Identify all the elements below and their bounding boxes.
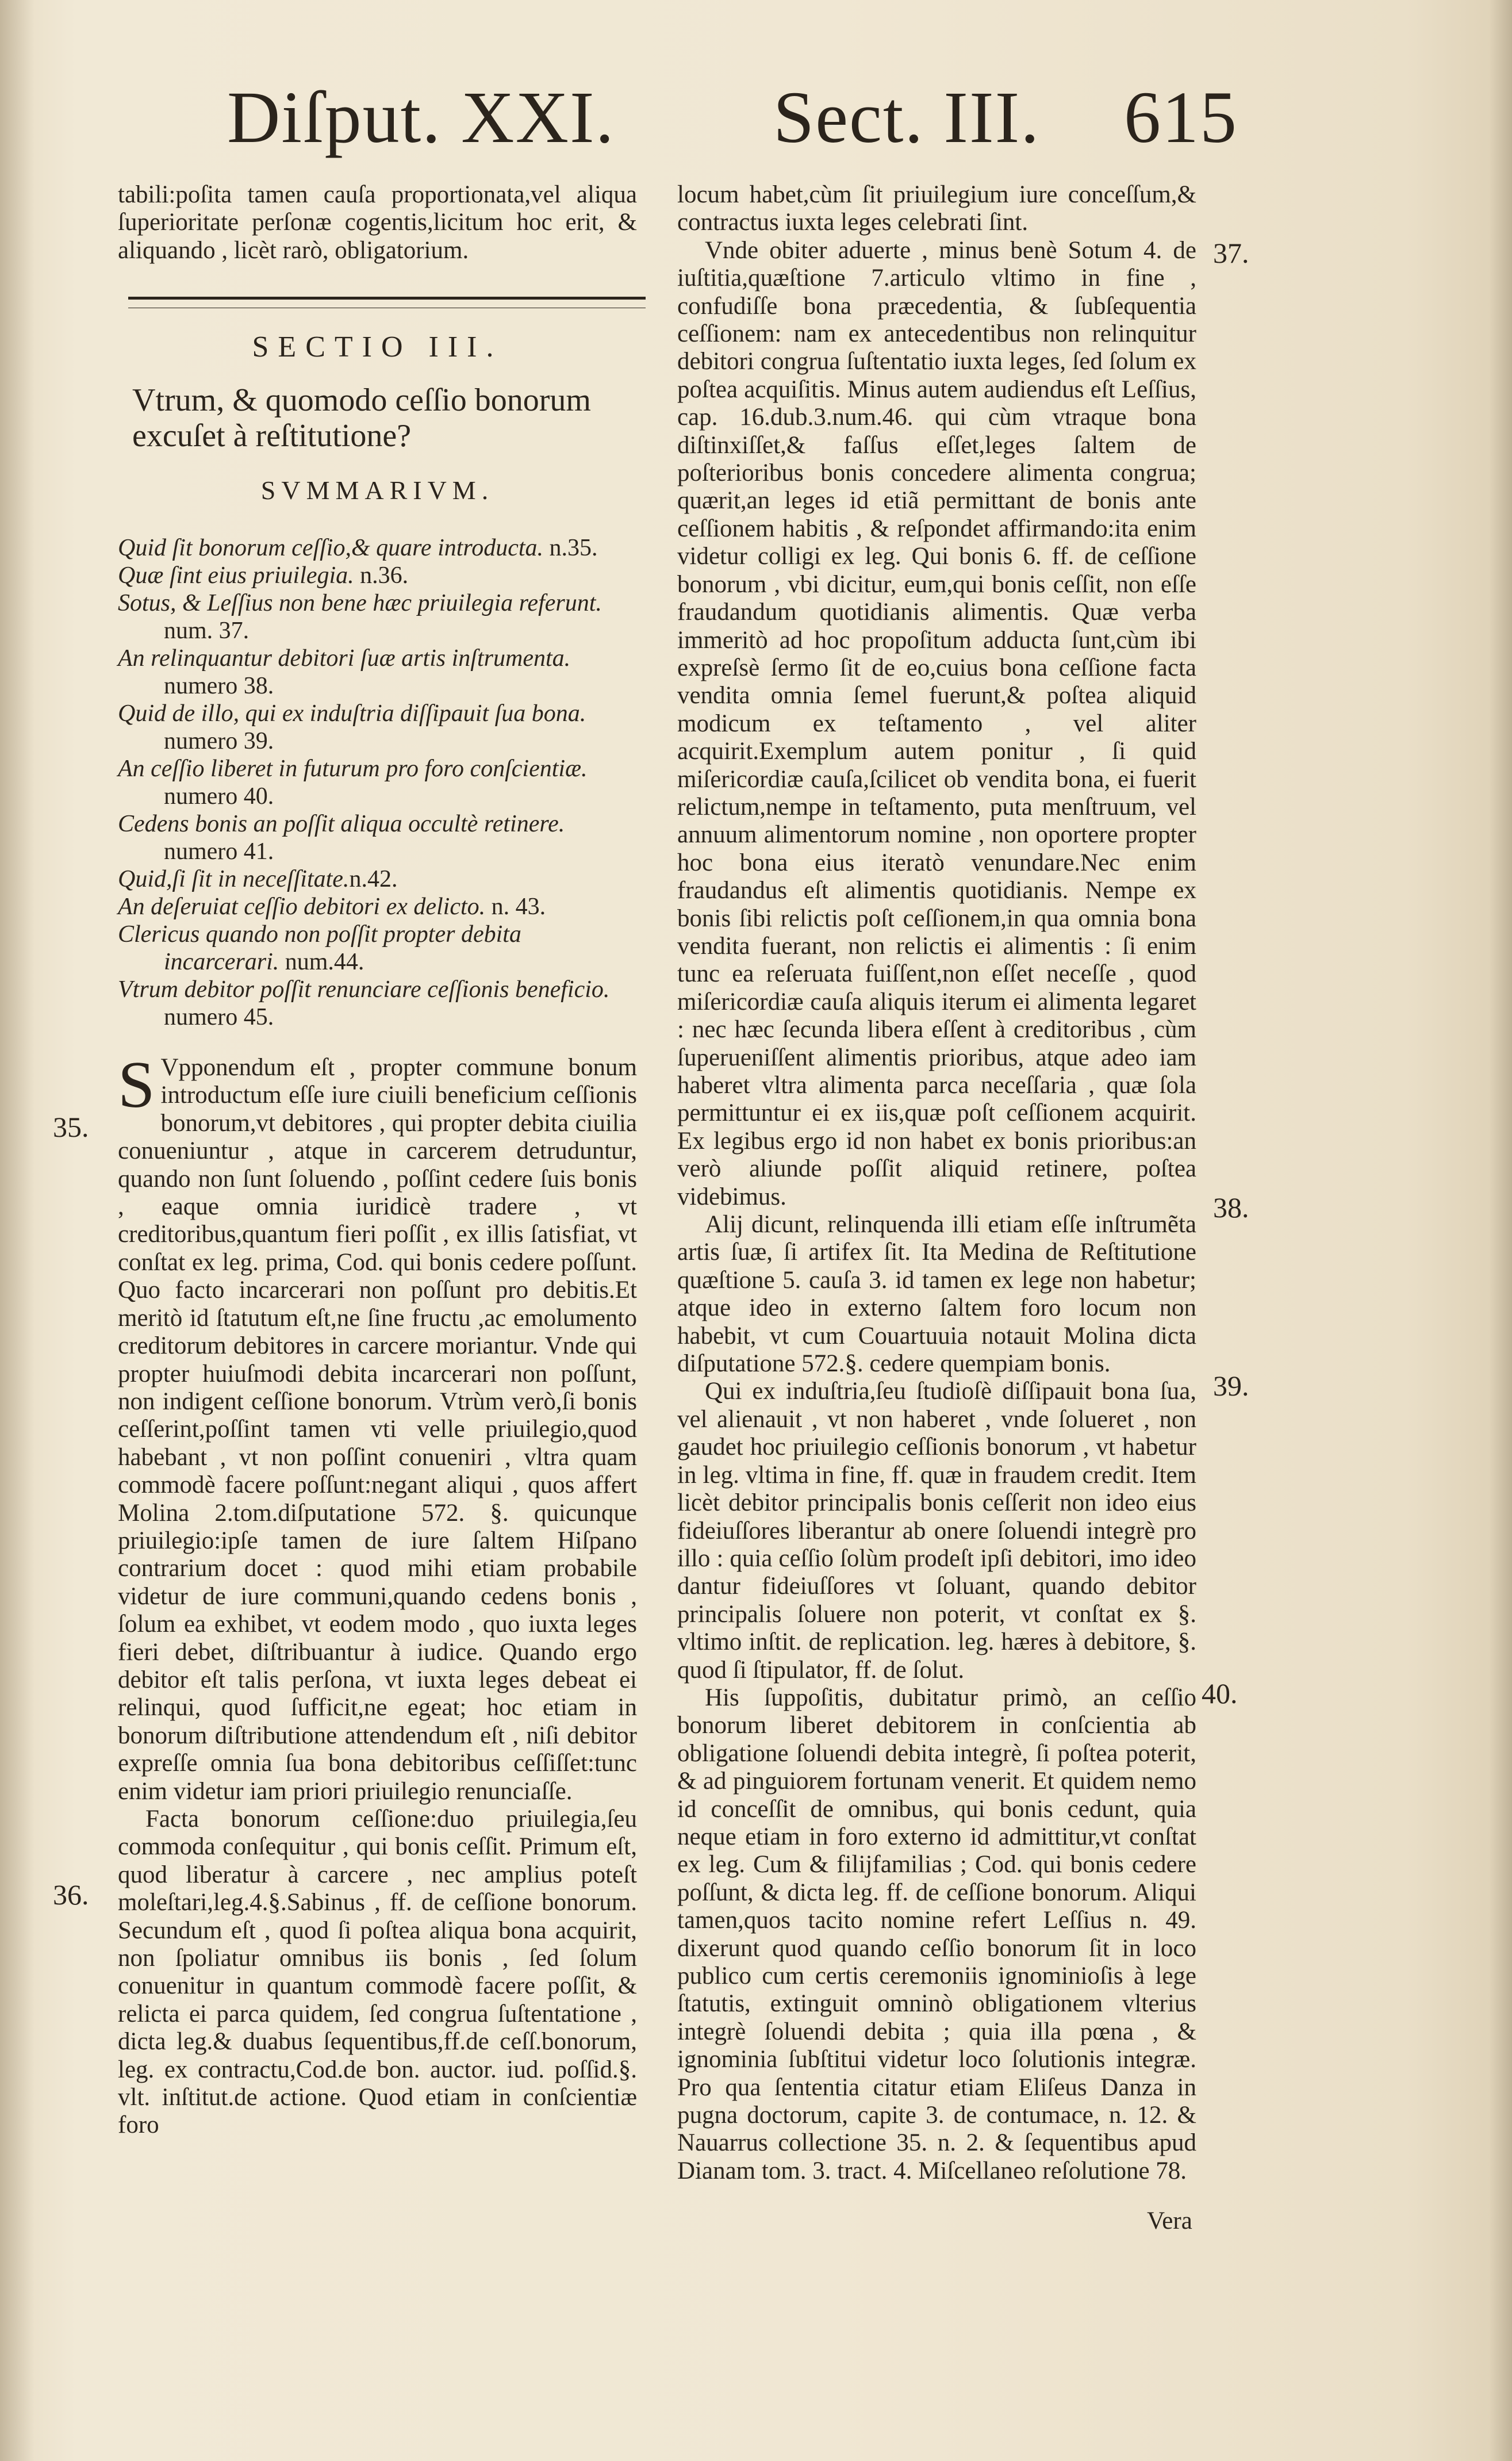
section-rule bbox=[128, 297, 646, 308]
opening-text: tabili:poſita tamen cauſa proportionata,vel aliqua ſuperioritate perſonæ cogentis,licitum hoc erit, & aliquando , licèt rarò, obligatorium. bbox=[118, 181, 637, 264]
paragraph-39: Qui ex induſtria,ſeu ſtudioſè diſſipauit bona ſua, vel alienauit , vt non haberet , vnde ſolueret , non gaudet hoc priuilegio ceſſionis bonorum , vt habetur in leg. vltima in fine, ff. quæ in fraudem credit. Item licèt debitor principalis bonis ceſſerit non ideo eius fideiuſſores liberantur ab onere ſoluendi integrè pro illo : quia ceſſio ſolùm prodeſt ipſi debitori, imo ideo dantur fideiuſſores vt ſoluant, quando debitor principalis ſoluere non poterit, vt conſtat ex §. vltimo inſtit. de replication. leg. hæres à debitore, §. quod ſi ſtipulator, ff. de ſolut. bbox=[677, 1378, 1196, 1684]
summary-item: Quæ ſint eius priuilegia. n.36. bbox=[118, 562, 409, 589]
paragraph-36: Facta bonorum ceſſione:duo priuilegia,ſeu commoda conſequitur , qui bonis ceſſit. Primum eſt, quod liberatur à carcere , nec amplius poteſt moleſtari,leg.4.§.Sabinus , ff. de ceſſione bonorum. Secundum eſt , quod ſi poſtea aliqua bona acquirit, non ſpoliatur omnibus iis bonis , ſed ſolum conuenitur in quantum commodè facere poſſit, & relicta ei parca quidem, ſed congrua ſuſtentatione , dicta leg.& duabus ſequentibus,ff.de ceſſ.bonorum, leg. ex contractu,Cod.de bon. auctor. iud. poſſid.§. vlt. inſtitut.de actione. Quod etiam in conſcientiæ foro bbox=[118, 1805, 637, 2139]
right-paragraph: locum habet,cùm ſit priuilegium iure conceſſum,& contractus iuxta leges celebrati ſint. bbox=[677, 181, 1196, 236]
summary-heading: SVMMARIVM. bbox=[260, 475, 494, 505]
question-title: Vtrum, & quomodo ceſſio bonorum excuſet à reſtitutione? bbox=[132, 382, 591, 454]
summary-item: Quid ſit bonorum ceſſio,& quare introducta. n.35. bbox=[118, 535, 598, 562]
page-edge bbox=[1489, 0, 1512, 2461]
summary-item: Cedens bonis an poſſit aliqua occultè retinere. numero 41. bbox=[118, 811, 565, 865]
running-header-section: Sect. III. bbox=[773, 76, 1041, 158]
left-column bbox=[118, 181, 637, 2140]
summary-item: An deſeruiat ceſſio debitori ex delicto. n. 43. bbox=[118, 894, 546, 921]
summary-item: Clericus quando non poſſit propter debita incarcerari. num.44. bbox=[118, 921, 521, 976]
margin-number-39: 39. bbox=[1213, 1370, 1249, 1402]
margin-number-35: 35. bbox=[53, 1111, 89, 1143]
catchword: Vera bbox=[1147, 2207, 1192, 2234]
paragraph-37: Vnde obiter aduerte , minus benè Sotum 4. de iuſtitia,quæſtione 7.articulo vltimo in fine , confudiſſe bona præcedentia, & ſubſequentia ceſſionem: nam ex antecedentibus non relinquitur debitori congrua ſuſtentatio iuxta leges, ſed ſolum ex poſtea acquiſitis. Minus autem audiendus eſt Leſſius, cap. 16.dub.3.num.46. qui cùm vtraque bona diſtinxiſſet,& faſſus eſſet,leges ſaltem de poſterioribus bonis concedere alimenta congrua; quærit,an leges id etiã permittant de bonis ante ceſſionem habitis , & reſpondet affirmando:ita enim videtur colligi ex leg. Qui bonis 6. ff. de ceſſione bonorum , vbi dicitur, eum,qui bonis ceſſit, non eſſe fraudandum quotidianis alimentis. Quæ verba immeritò ad hoc propoſitum adducta ſunt,cùm ibi expreſsè ſermo ſit de eo,cuius bona ceſſione facta vendita omnia ſemel fuerunt,& poſtea aliquid modicum ex teſtamento , vel aliter acquirit.Exemplum autem ponitur , ſi quid miſericordiæ cauſa,ſcilicet ob vendita bona, ei fuerit relictum,nempe in teſtamento, puta menſtruum, vel annuum alimentorum nomine , non oportere propter hoc bona eius iteratò venundare.Nec enim fraudandus eſt alimentis quotidianis. Nempe ex bonis ſibi relictis poſt ceſſionem,in qua omnia bona vendita fuerant, non relictis ei alimentis : ſi enim tunc ea reſeruata fuiſſent,non eſſet neceſſe , quod miſericordiæ cauſa aliquis iterum ei alimenta legaret : nec hæc ſecunda libera eſſent à creditoribus , cùm ſuperueniſſent alimentis prioribus, atque adeo iam haberet vltra alimenta parca neceſſaria , quæ ſola permittuntur ei ex iis,quæ poſt ceſſionem acquirit. Ex legibus ergo id non habet ex bonis prioribus:an verò aliunde poſſit aliquid retinere, poſtea videbimus. bbox=[677, 236, 1196, 1210]
summary-list bbox=[118, 534, 637, 1031]
margin-number-38: 38. bbox=[1213, 1191, 1249, 1224]
section-heading: SECTIO III. bbox=[252, 331, 503, 364]
summary-item: Sotus, & Leſſius non bene hæc priuilegia referunt. num. 37. bbox=[118, 590, 602, 645]
summary-item: Quid,ſi ſit in neceſſitate.n.42. bbox=[118, 866, 398, 893]
margin-number-37: 37. bbox=[1213, 237, 1249, 269]
summary-item: Vtrum debitor poſſit renunciare ceſſionis beneficio. numero 45. bbox=[118, 976, 610, 1031]
drop-cap: S bbox=[118, 1048, 155, 1122]
running-header-disputation: Diſput. XXI. bbox=[227, 76, 615, 158]
page-number: 615 bbox=[1124, 76, 1238, 158]
right-column bbox=[677, 181, 1196, 2185]
summary-item: Quid de illo, qui ex induſtria diſſipauit ſua bona. numero 39. bbox=[118, 700, 586, 755]
summary-item: An relinquantur debitori ſuæ artis inſtrumenta. numero 38. bbox=[118, 645, 571, 700]
paragraph-38: Alij dicunt, relinquenda illi etiam eſſe inſtrumẽta artis ſuæ, ſi artifex ſit. Ita Medina de Reſtitutione quæſtione 5. cauſa 3. id tamen ex lege non habetur; atque ideo in externo ſaltem foro locum non habebit, vt cum Couartuuia notauit Molina dicta diſputatione 572.§. cedere quempiam bonis. bbox=[677, 1211, 1196, 1378]
margin-number-36: 36. bbox=[53, 1879, 89, 1911]
paragraph-40: His ſuppoſitis, dubitatur primò, an ceſſio bonorum liberet debitorem in conſcientia ab obligatione ſoluendi debita integrè, ſi poſtea poterit, & ad pinguiorem fortunam venerit. Et quidem nemo id conceſſit de omnibus, qui bonis cedunt, quia neque etiam in foro externo id admittitur,vt conſtat ex leg. Cum & filijfamilias ; Cod. qui bonis cedere poſſunt, & dicta leg. ff. de ceſſione bonorum. Aliqui tamen,quos tacito nomine refert Leſſius n. 49. dixerunt quod quando ceſſio bonorum ſit in loco publico cum certis ceremoniis ignominioſis à lege ſtatutis, extinguit omninò obligationem vlterius integrè ſoluendi debita ; quia illa pœna , & ignominia ſubſtitui videtur loco ſolutionis integræ. Pro qua ſententia citatur etiam Eliſeus Danza in pugna doctorum, capite 3. de contumace, n. 12. & Nauarrus collectione 35. n. 2. & ſequentibus apud Dianam tom. 3. tract. 4. Miſcellaneo reſolutione 78. bbox=[677, 1684, 1196, 2184]
summary-item: An ceſſio liberet in futurum pro foro conſcientiæ. numero 40. bbox=[118, 756, 588, 810]
paragraph-35: S Vpponendum eſt , propter commune bonum introductum eſſe iure ciuili beneficium ceſſionis bonorum,vt debitores , qui propter debita ciuilia conueniuntur , atque in carcerem detruduntur, quando non ſunt ſoluendo , poſſint cedere ſuis bonis , eaque omnia iuridicè tradere , vt creditoribus,quantum fieri poſſit , ex illis ſatisfiat, vt conſtat ex leg. prima, Cod. qui bonis cedere poſſunt. Quo facto incarcerari non poſſunt pro debitis.Et meritò id ſtatutum eſt,ne ſine fructu ,ac emolumento creditorum debitores in carcere moriantur. Vnde qui propter huiuſmodi debita incarcerari non poſſunt, non indigent ceſſione bonorum. Vtrùm verò,ſi bonis ceſſerint,poſſint tamen vti velle priuilegio,quod habebant , vt non poſſint conueniri , vltra quam commodè facere poſſunt:negant aliqui , quos affert Molina 2.tom.diſputatione 572. §. quicunque priuilegio:ipſe tamen de iure ſaltem Hiſpano contrarium docet : quod mihi etiam probabile videtur de iure communi,quando cedens bonis , ſolum ea exhibet, vt eodem modo , quo iuxta leges fieri debet, diſtribuantur à iudice. Quando ergo debitor eſt talis perſona, vt iuxta leges debeat ei relinqui, quod ſufficit,ne egeat; hoc etiam in bonorum diſtributione attendendum eſt , niſi debitor expreſſe omnia ſua bona debitoribus ceſſiſſet:tunc enim videtur iam priori priuilegio renunciaſſe. bbox=[118, 1048, 637, 1805]
margin-number-40: 40. bbox=[1202, 1677, 1238, 1709]
gutter-shadow bbox=[0, 0, 34, 2461]
